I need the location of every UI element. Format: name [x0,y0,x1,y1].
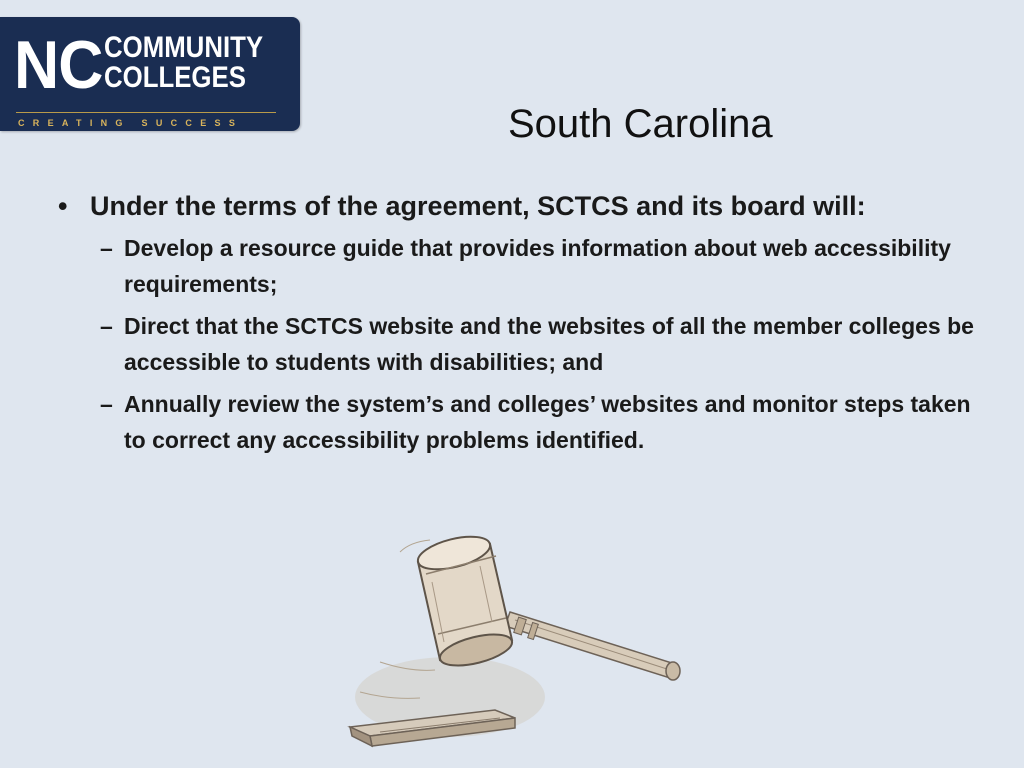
subpoint-text: Direct that the SCTCS website and the websites of all the member colleges be accessible to students with disabilities; and [124,313,974,375]
subpoint [58,386,988,458]
logo-wordmark [104,33,263,93]
slide-title: South Carolina [508,102,773,146]
gavel-icon [340,522,700,763]
logo-divider [16,112,276,113]
logo-nc-letters: NC [14,27,103,103]
subpoint [58,308,988,380]
bullet-dot-icon: • [58,191,68,221]
nc-community-colleges-logo [0,17,300,131]
subpoint [58,230,988,302]
subpoint-text: Annually review the system’s and colleges’ websites and monitor steps taken to correct any accessibility problems identified. [124,391,971,453]
dash-icon: – [100,391,113,417]
logo-line-colleges: COLLEGES [104,61,246,94]
main-bullet [58,188,940,224]
slide-body [58,188,988,458]
dash-icon: – [100,235,113,261]
logo-line-community: COMMUNITY [104,31,264,64]
logo-tagline: CREATING SUCCESS [18,118,244,128]
subpoint-text: Develop a resource guide that provides information about web accessibility requirements; [124,235,951,297]
main-bullet-text: Under the terms of the agreement, SCTCS and its board will: [90,191,866,221]
dash-icon: – [100,313,113,339]
